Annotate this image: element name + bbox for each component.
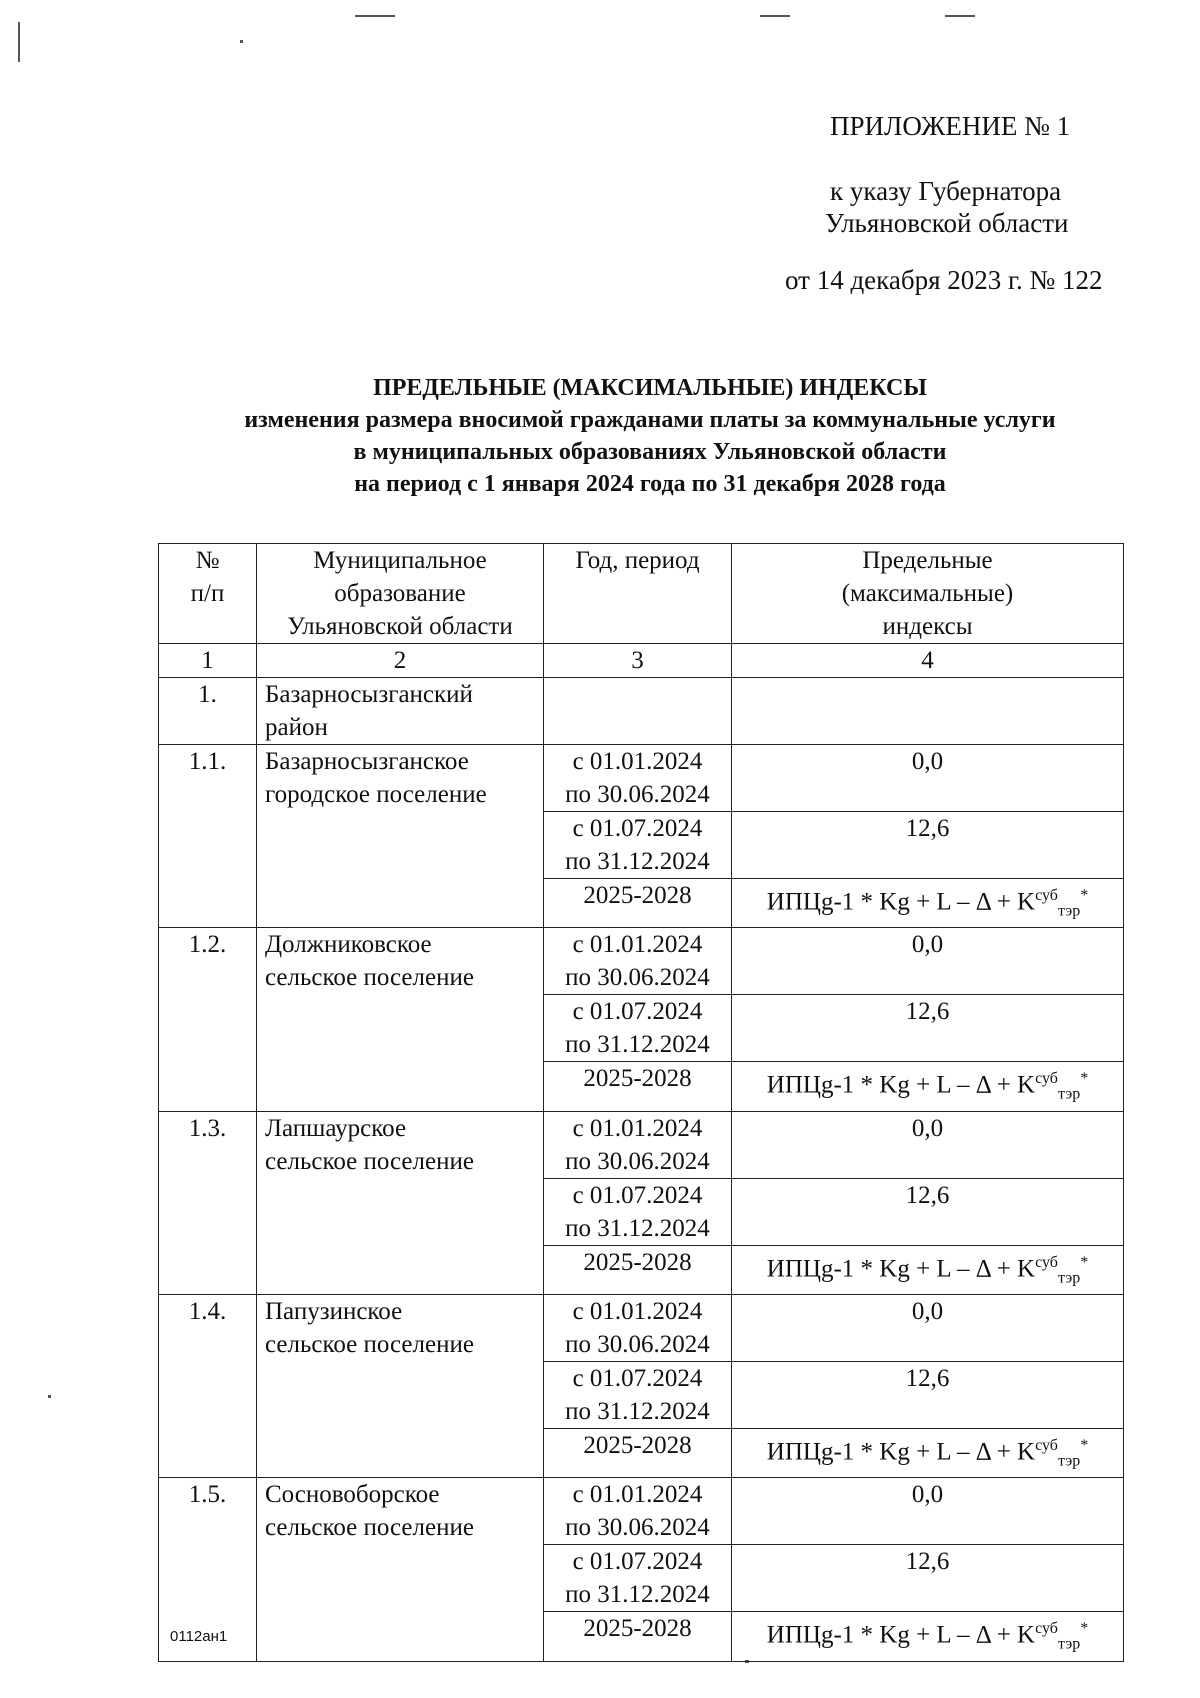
scan-speck	[240, 40, 243, 43]
entry-period: 2025-2028	[544, 1428, 732, 1477]
entry-num: 1.3.	[159, 1111, 257, 1294]
entry-index: 0,0	[732, 745, 1124, 812]
district-index	[732, 678, 1124, 745]
formula-sub: тэр	[1057, 1085, 1081, 1103]
formula-sub: тэр	[1057, 1268, 1081, 1286]
header-num: № п/п	[159, 544, 257, 644]
entry-period: с 01.07.2024 по 31.12.2024	[544, 1361, 732, 1428]
entry-period: 2025-2028	[544, 1062, 732, 1111]
formula-star: *	[1080, 1436, 1089, 1454]
scan-speck	[18, 22, 20, 62]
entry-num: 1.4.	[159, 1294, 257, 1477]
column-number: 2	[257, 644, 544, 678]
entry-index: 12,6	[732, 995, 1124, 1062]
entry-index: 12,6	[732, 1361, 1124, 1428]
index-formula	[732, 1428, 1124, 1477]
region-label: Ульяновской области	[825, 208, 1069, 238]
header-period: Год, период	[544, 544, 732, 644]
scan-speck	[355, 15, 395, 17]
entry-period: с 01.07.2024 по 31.12.2024	[544, 1178, 732, 1245]
table-row	[159, 745, 1124, 812]
entry-period: с 01.01.2024 по 30.06.2024	[544, 1478, 732, 1545]
column-number-row	[159, 644, 1124, 678]
formula-star: *	[1080, 887, 1089, 904]
document-title	[150, 372, 1150, 500]
district-num: 1.	[159, 678, 257, 745]
entry-index: 12,6	[732, 1178, 1124, 1245]
entry-name: Лапшаурское сельское поселение	[257, 1111, 544, 1294]
title-line-3: в муниципальных образованиях Ульяновской области	[353, 439, 947, 465]
district-period	[544, 678, 732, 745]
entry-index: 12,6	[732, 812, 1124, 879]
entry-index: 0,0	[732, 928, 1124, 995]
header-index: Предельные (максимальные) индексы	[732, 544, 1124, 644]
indices-table	[158, 543, 1124, 1662]
entry-num: 1.2.	[159, 928, 257, 1111]
title-line-1: ПРЕДЕЛЬНЫЕ (МАКСИМАЛЬНЫЕ) ИНДЕКСЫ	[373, 375, 927, 401]
entry-period: с 01.01.2024 по 30.06.2024	[544, 928, 732, 995]
table-header-row	[159, 544, 1124, 644]
formula-main: ИПЦg-1 * Kg + L – Δ + K	[766, 888, 1036, 916]
index-formula	[732, 1062, 1124, 1111]
entry-index: 0,0	[732, 1294, 1124, 1361]
table-row	[159, 1478, 1124, 1545]
formula-star: *	[1080, 1070, 1089, 1088]
entry-period: 2025-2028	[544, 1612, 732, 1661]
entry-num: 1.5.	[159, 1478, 257, 1661]
formula-sup: суб	[1035, 1253, 1058, 1271]
formula-sub: тэр	[1057, 902, 1081, 920]
entry-index: 0,0	[732, 1111, 1124, 1178]
decree-label: к указу Губернатора	[830, 176, 1062, 206]
document-code: 0112ан1	[170, 1628, 228, 1645]
scan-speck	[48, 1395, 51, 1398]
entry-period: 2025-2028	[544, 1245, 732, 1294]
formula-star: *	[1080, 1620, 1089, 1638]
entry-period: с 01.01.2024 по 30.06.2024	[544, 1294, 732, 1361]
appendix-block	[785, 110, 1150, 296]
formula-sub: тэр	[1057, 1635, 1081, 1653]
entry-period: с 01.07.2024 по 31.12.2024	[544, 1545, 732, 1612]
formula-sup: суб	[1035, 1620, 1058, 1638]
decree-date-number: от 14 декабря 2023 г. № 122	[785, 265, 1103, 295]
entry-period: с 01.01.2024 по 30.06.2024	[544, 745, 732, 812]
title-line-4: на период с 1 января 2024 года по 31 декабря 2028 года	[354, 471, 946, 497]
formula-sup: суб	[1035, 1436, 1058, 1454]
formula-main: ИПЦg-1 * Kg + L – Δ + K	[766, 1438, 1036, 1466]
table-row	[159, 1294, 1124, 1361]
column-number: 3	[544, 644, 732, 678]
table-row	[159, 928, 1124, 995]
district-name: Базарносызганский район	[257, 678, 544, 745]
formula-main: ИПЦg-1 * Kg + L – Δ + K	[766, 1071, 1036, 1099]
entry-name: Базарносызганское городское поселение	[257, 745, 544, 928]
formula-sup: суб	[1035, 887, 1058, 904]
title-line-2: изменения размера вносимой гражданами платы за коммунальные услуги	[244, 407, 1056, 433]
formula-star: *	[1080, 1253, 1089, 1271]
entry-name: Сосновоборское сельское поселение	[257, 1478, 544, 1661]
entry-period: с 01.07.2024 по 31.12.2024	[544, 812, 732, 879]
index-formula	[732, 879, 1124, 928]
appendix-label: ПРИЛОЖЕНИЕ № 1	[830, 111, 1071, 141]
formula-main: ИПЦg-1 * Kg + L – Δ + K	[766, 1621, 1036, 1649]
column-number: 1	[159, 644, 257, 678]
index-formula	[732, 1612, 1124, 1661]
entry-index: 0,0	[732, 1478, 1124, 1545]
index-formula	[732, 1245, 1124, 1294]
entry-period: с 01.01.2024 по 30.06.2024	[544, 1111, 732, 1178]
district-row	[159, 678, 1124, 745]
formula-main: ИПЦg-1 * Kg + L – Δ + K	[766, 1254, 1036, 1282]
column-number: 4	[732, 644, 1124, 678]
entry-period: с 01.07.2024 по 31.12.2024	[544, 995, 732, 1062]
entry-num: 1.1.	[159, 745, 257, 928]
entry-index: 12,6	[732, 1545, 1124, 1612]
entry-period: 2025-2028	[544, 879, 732, 928]
scan-speck	[760, 15, 790, 17]
formula-sup: суб	[1035, 1070, 1058, 1088]
formula-sub: тэр	[1057, 1452, 1081, 1470]
scan-speck	[945, 15, 975, 17]
table-row	[159, 1111, 1124, 1178]
entry-name: Должниковское сельское поселение	[257, 928, 544, 1111]
entry-name: Папузинское сельское поселение	[257, 1294, 544, 1477]
header-municipality: Муниципальное образование Ульяновской области	[257, 544, 544, 644]
